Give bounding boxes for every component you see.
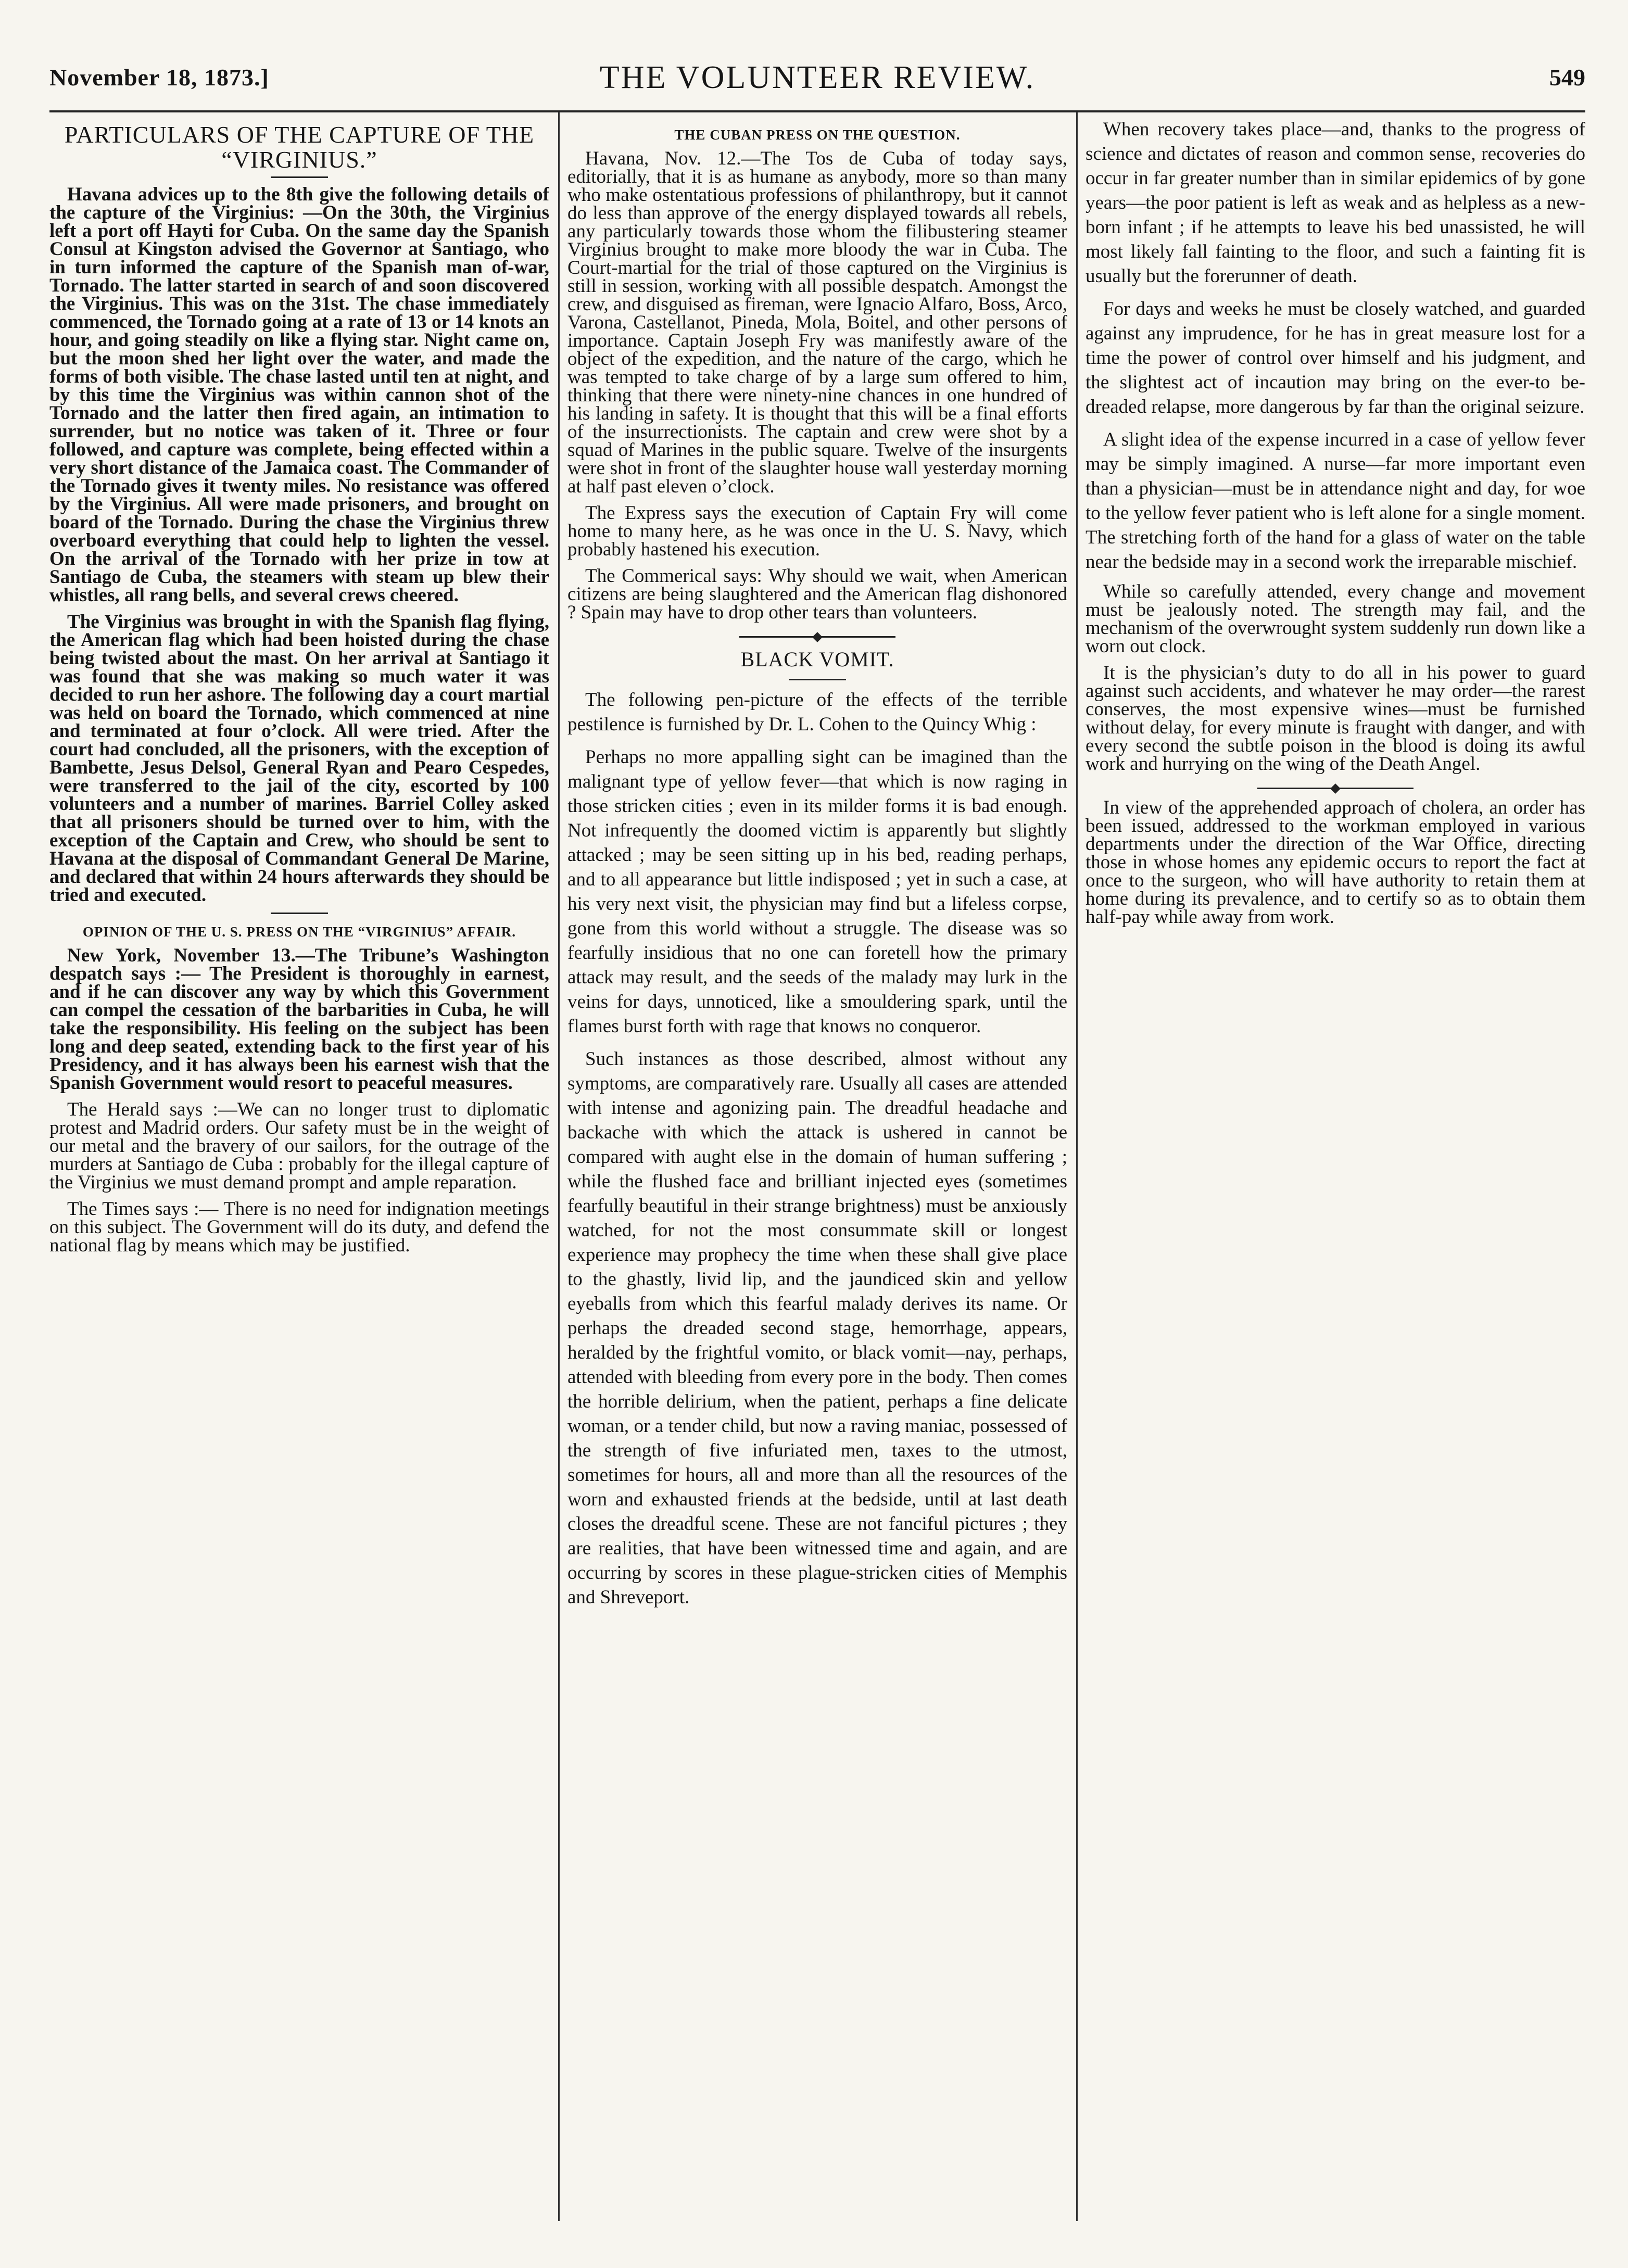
divider xyxy=(789,679,846,680)
article-paragraph: The following pen-picture of the effects of the terrible pestilence is furnished by Dr. L. Cohen to the Quincy Whig : xyxy=(567,689,1067,735)
ornamental-divider xyxy=(1257,788,1414,789)
article-headline: THE CUBAN PRESS ON THE QUESTION. xyxy=(674,127,961,143)
column-divider xyxy=(558,112,560,2221)
article-paragraph: Havana advices up to the 8th give the following details of the capture of the Virginius: —On the 30th, the Virginius left a port off Hayti for Cuba. On the same day the Spanish Consul at Kingston advised the Governor at Santiago, who in turn informed the capture of the Spanish man of-war, Tornado. The latter started in search of and soon discovered the Virginius. This was on the 31st. The chase immediately commenced, the Tornado going at a rate of 13 or 14 knots an hour, and going steadily on like a flying star. Night came on, but the moon shed her light over the water, and made the forms of both visible. The chase lasted until ten at night, and by this time the Virginius was within cannon shot of the Tornado and the latter then fired again, an intimation to surrender, but no notice was taken of it. Three or four followed, and capture was complete, being effected within a very short distance of the Jamaica coast. The Commander of the Tornado gives it twenty miles. No resistance was offered by the Virginius. All were made prisoners, and brought on board of the Tornado. During the chase the Virginius threw overboard everything that could help to lighten the vessel. On the arrival of the Tornado with her prize in tow at Santiago de Cuba, the steamers with steam up blew their whistles, all rang bells, and several crews cheered. xyxy=(49,184,549,606)
article-paragraph: The Virginius was brought in with the Spanish flag flying, the American flag which had been hoisted during the chase being twisted about the mast. On her arrival at Santiago it was found that she was making so much water it was decided to run her ashore. The following day a court martial was held on board the Tornado, which commenced at nine and terminated at four o’clock. All were tried. After the court had concluded, all the prisoners, with the exception of Bambette, Jesus Delsol, General Ryan and Pearo Cespedes, were transferred to the jail of the city, escorted by 100 volunteers and a number of marines. Barriel Colley asked that all prisoners should be turned over to him, with the exception of the Captain and Crew, who should be sent to Havana at the disposal of Commandant General De Marine, and declared that within 24 hours afterwards they should be tried and executed. xyxy=(49,611,549,906)
article-paragraph: Such instances as those described, almost without any symptoms, are comparatively rare. Usually all cases are attended with intense and agonizing pain. The dreadful headache and backache with which the attack is ushered in cannot be compared with aught else in the domain of human suffering ; while the flushed face and brilliant injected eyes (sometimes fearfully beautiful in their strange brightness) must be anxiously watched, for not the most consummate skill or longest experience may prophecy the time when these shall give place to the ghastly, livid lip, and the jaundiced skin and yellow eyeballs from which this fearful malady derives its name. Or perhaps the dreaded second stage, hemorrhage, appears, heralded by the frightful vomito, or black vomit—nay, perhaps, attended with bleeding from every pore in the body. Then comes the horrible delirium, when the patient, perhaps a fine delicate woman, or a tender child, but now a raving maniac, possessed of the strength of five infuriated men, taxes to the utmost, sometimes for hours, all and more than all the resources of the worn and exhausted friends at the bedside, until at last death closes the dreadful scene. These are not fanciful pictures ; they are realities, that have been witnessed time and again, and are occurring by scores in these plague-stricken cities of Memphis and Shreveport. xyxy=(567,1048,1067,1608)
article-us-press-opinion xyxy=(49,922,549,1255)
ornamental-divider xyxy=(739,636,895,638)
article-paragraph: Havana, Nov. 12.—The Tos de Cuba of today says, editorially, that it is as humane as anybody, more so than many who make ostentatious professions of philanthropy, but it cannot do less than approve of the energy displayed towards all rebels, any particularly towards those whom the filibustering steamer Virginius brought to make more bloody the war in Cuba. The Court-martial for the trial of those captured on the Virginius is still in session, working with all possible despatch. Amongst the crew, and disguised as fireman, were Ignacio Alfaro, Boss, Arco, Varona, Castellanot, Pineda, Mola, Boitel, and other persons of importance. Captain Joseph Fry was manifestly aware of the object of the expedition, and the nature of the cargo, which he was tempted to take charge of by a large sum offered to him, thinking that there were ninety-nine chances in one hundred of his landing in safety. It is thought that this will be a final efforts of the insurrectionists. The captain and crew were shot by a squad of Marines in the public square. Twelve of the insurgents were shot in front of the slaughter house wall yesterday morning at half past eleven o’clock. xyxy=(567,148,1067,497)
divider xyxy=(271,913,328,914)
article-paragraph: New York, November 13.—The Tribune’s Washington despatch says :— The President is thoroughly in earnest, and if he can discover any way by which this Government can compel the cessation of the barbarities in Cuba, he will take the responsibility. His feeling on the subject has been long and deep seated, extending back to the first year of his Presidency, and it has always been his earnest wish that the Spanish Government would resort to peaceful measures. xyxy=(49,945,549,1094)
column-divider xyxy=(1076,112,1078,2221)
article-paragraph: While so carefully attended, every change and movement must be jealously noted. The strength may fail, and the mechanism of the overwrought system suddenly run down like a worn out clock. xyxy=(1086,581,1585,657)
article-black-vomit xyxy=(567,647,1067,1610)
article-paragraph: The Express says the execution of Captain Fry will come home to many here, as he was once in the U. S. Navy, which probably hastened his execution. xyxy=(567,502,1067,560)
column-3 xyxy=(1086,117,1585,2226)
article-headline: OPINION OF THE U. S. PRESS ON THE “VIRGINIUS” AFFAIR. xyxy=(82,924,516,940)
issue-date: November 18, 1873.] xyxy=(49,64,269,91)
article-cholera-order xyxy=(1086,799,1585,926)
divider xyxy=(271,176,328,178)
article-paragraph: In view of the apprehended approach of cholera, an order has been issued, addressed to the workman employed in various departments under the direction of the War Office, directing those in whose homes any epidemic occurs to report the fact at once to the surgeon, who will have authority to retain them at home during its prevalence, and to certify so as to obtain them half-pay while away from work. xyxy=(1086,797,1585,928)
page-number: 549 xyxy=(1549,64,1585,91)
article-paragraph: The Commerical says: Why should we wait, when American citizens are being slaughtered and the American flag dishonored ? Spain may have to drop other tears than volunteers. xyxy=(567,565,1067,623)
article-paragraph: The Herald says :—We can no longer trust to diplomatic protest and Madrid orders. Our safety must be in the weight of our metal and the bravery of our sailors, for the outrage of the murders at Santiago de Cuba : probably for the illegal capture of the Virginius we must demand prompt and ample reparation. xyxy=(49,1099,549,1193)
masthead-rule xyxy=(49,110,1585,112)
masthead xyxy=(49,52,1585,109)
article-paragraph: For days and weeks he must be closely watched, and guarded against any imprudence, for he has in great measure lost for a time the power of control over himself and his judgment, and the slightest act of incaution may bring on the ever-to be-dreaded relapse, more dangerous by far than the original seizure. xyxy=(1086,298,1585,417)
article-cuban-press xyxy=(567,125,1067,622)
article-virginius-capture xyxy=(49,122,549,904)
column-2 xyxy=(567,117,1067,2226)
article-paragraph: Perhaps no more appalling sight can be imagined than the malignant type of yellow fever—that which is now raging in those stricken cities ; even in its milder forms it is bad enough. Not infrequently the doomed victim is apparently but slightly attacked ; may be seen sitting up in his bed, reading perhaps, and to all appearance but little indisposed ; yet in such a case, at his very next visit, the physician may find but a lifeless corpse, gone from this world without a struggle. The disease was so fearfully insidious that no one can foretell how the primary attack may result, and the seeds of the malady may lurk in the veins for days, unnoticed, like a smouldering spark, until the flames burst forth with rage that knows no conqueror. xyxy=(567,746,1067,1037)
article-paragraph: When recovery takes place—and, thanks to the progress of science and dictates of reason and common sense, recoveries do occur in far greater number than in similar epidemics of by gone years—the poor patient is left as weak and as helpless as a new-born infant ; if he attempts to leave his bed unassisted, he will most likely fall fainting to the floor, and such a fainting fit is usually but the forerunner of death. xyxy=(1086,119,1585,287)
article-paragraph: The Times says :— There is no need for indignation meetings on this subject. The Government will do its duty, and defend the national flag by means which may be justified. xyxy=(49,1198,549,1256)
column-1 xyxy=(49,117,549,2226)
article-black-vomit-continued xyxy=(1086,117,1585,773)
publication-title: THE VOLUNTEER REVIEW. xyxy=(599,60,1036,95)
article-headline: BLACK VOMIT. xyxy=(740,648,894,671)
article-headline: PARTICULARS OF THE CAPTURE OF THE “VIRGINIUS.” xyxy=(64,121,535,173)
article-paragraph: A slight idea of the expense incurred in a case of yellow fever may be simply imagined. A nurse—far more important even than a physician—must be in attendance night and day, for woe to the yellow fever patient who is left alone for a single moment. The stretching forth of the hand for a glass of water on the table near the bedside may in a second work the irreparable mischief. xyxy=(1086,429,1585,573)
article-paragraph: It is the physician’s duty to do all in his power to guard against such accidents, and whatever he may order—the rarest conserves, the most expensive wines—must be furnished without delay, for every minute is fraught with danger, and with every second the subtle poison in the blood is doing its awful work and hurrying on the wing of the Death Angel. xyxy=(1086,662,1585,775)
